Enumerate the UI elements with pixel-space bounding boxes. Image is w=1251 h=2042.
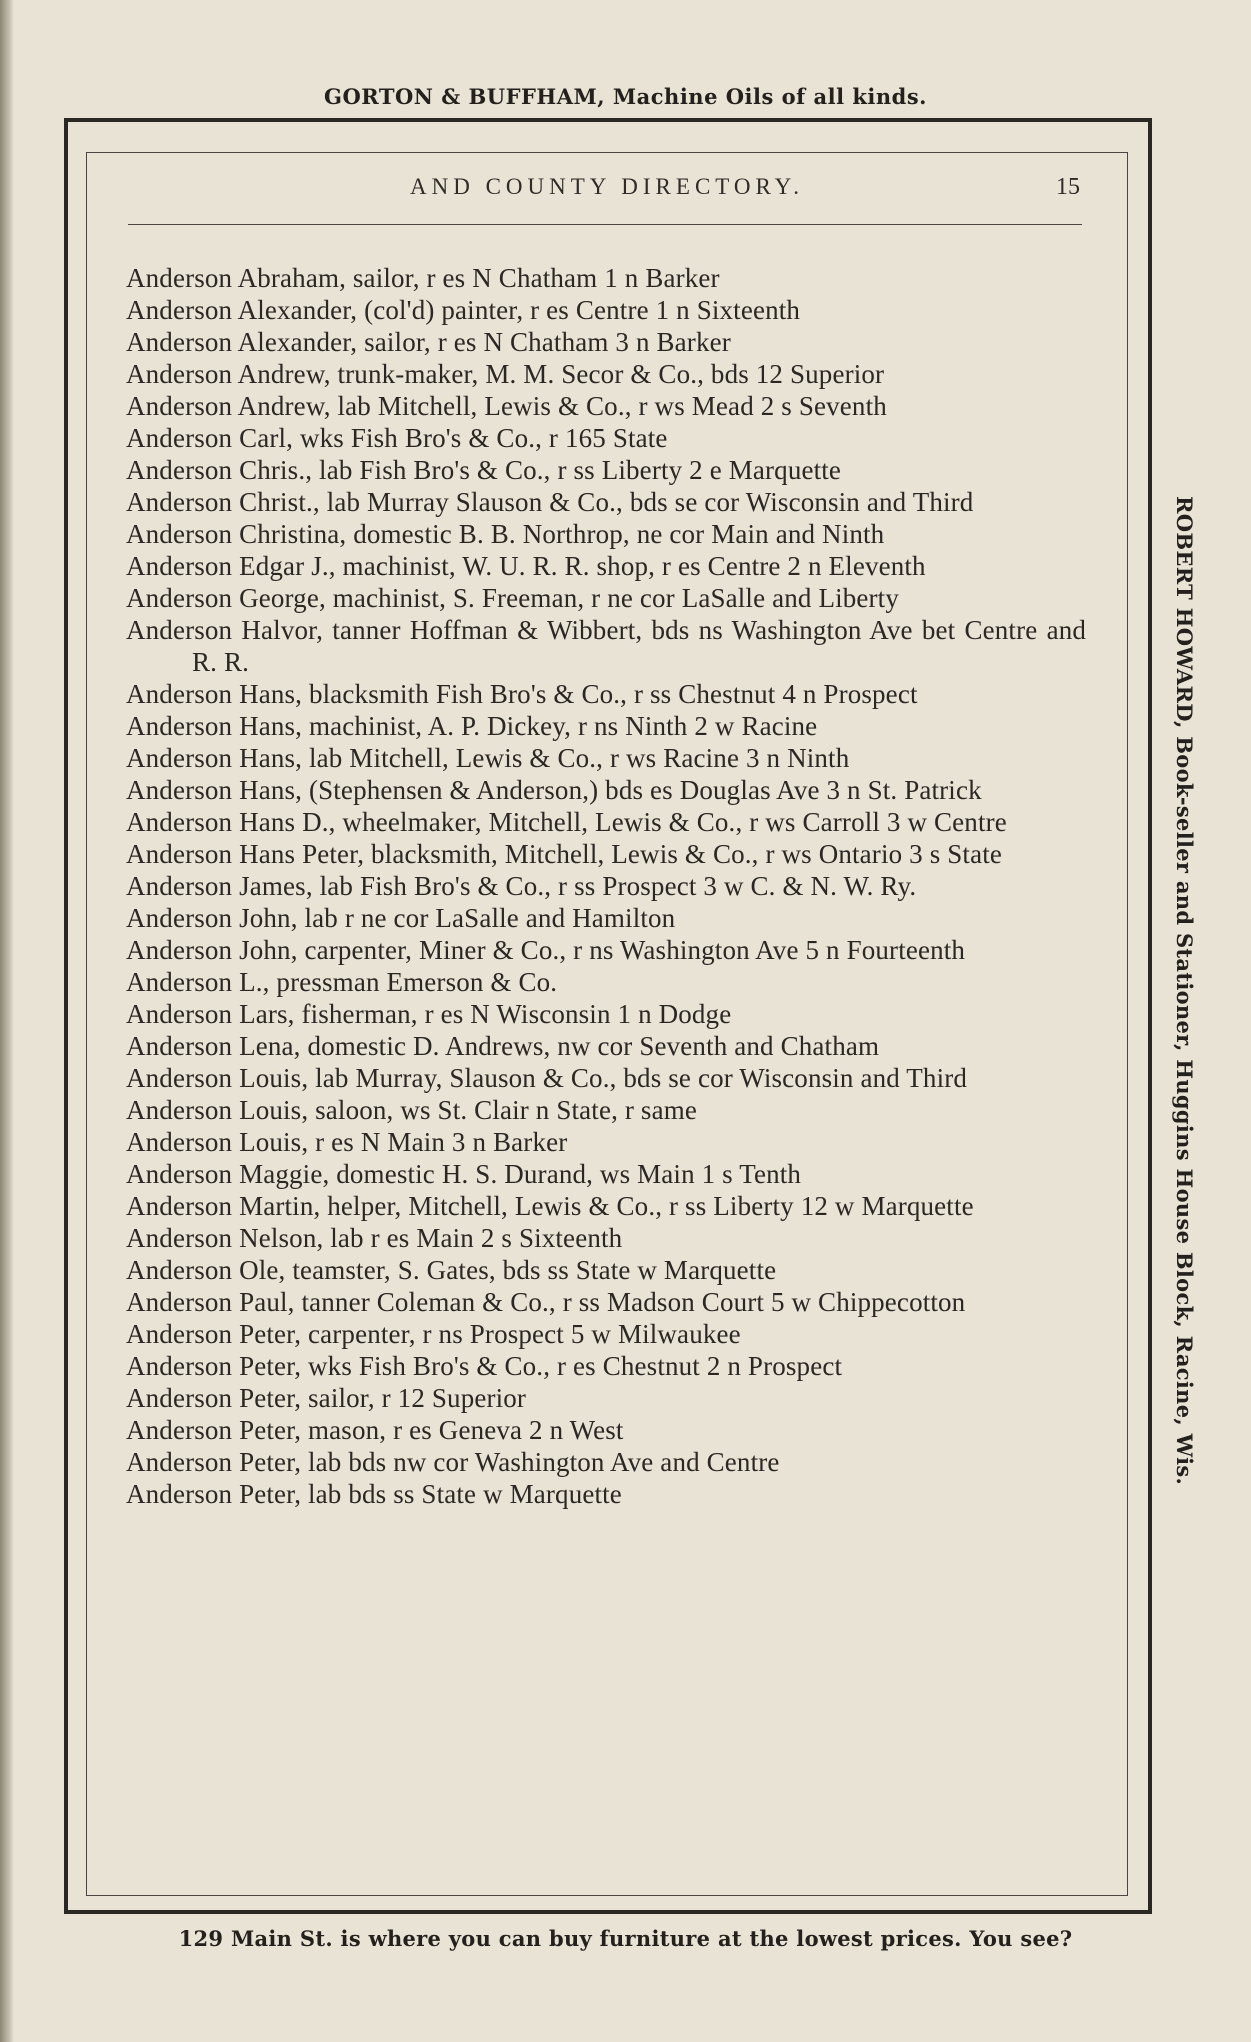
page-binding-shadow (0, 0, 14, 2042)
directory-entry: Anderson Peter, carpenter, r ns Prospect 5 w Milwaukee (126, 1319, 741, 1349)
directory-entry: Anderson Nelson, lab r es Main 2 s Sixteenth (126, 1223, 623, 1253)
directory-entry: Anderson George, machinist, S. Freeman, r ne cor LaSalle and Liberty (126, 583, 899, 613)
page-number: 15 (1056, 174, 1080, 200)
directory-entries (126, 262, 1086, 1510)
directory-entry: Anderson Peter, lab bds nw cor Washington Ave and Centre (126, 1447, 780, 1477)
header-rule (128, 224, 1082, 225)
directory-entry: Anderson Andrew, lab Mitchell, Lewis & Co., r ws Mead 2 s Seventh (126, 391, 887, 421)
directory-entry: Anderson Abraham, sailor, r es N Chatham 1 n Barker (126, 263, 720, 293)
directory-entry: Anderson Louis, r es N Main 3 n Barker (126, 1127, 568, 1157)
directory-entry: Anderson James, lab Fish Bro's & Co., r ss Prospect 3 w C. & N. W. Ry. (126, 871, 917, 901)
directory-entry: Anderson John, lab r ne cor LaSalle and Hamilton (126, 903, 676, 933)
directory-entry: Anderson Alexander, sailor, r es N Chatham 3 n Barker (126, 327, 731, 357)
directory-entry: Anderson L., pressman Emerson & Co. (126, 967, 558, 997)
directory-entry: Anderson Christ., lab Murray Slauson & Co., bds se cor Wisconsin and Third (126, 487, 974, 517)
directory-entry: Anderson Hans, lab Mitchell, Lewis & Co., r ws Racine 3 n Ninth (126, 743, 850, 773)
directory-entry: Anderson Hans D., wheelmaker, Mitchell, Lewis & Co., r ws Carroll 3 w Centre (126, 807, 1007, 837)
directory-entry: Anderson John, carpenter, Miner & Co., r ns Washington Ave 5 n Fourteenth (126, 935, 966, 965)
directory-entry: Anderson Alexander, (col'd) painter, r es Centre 1 n Sixteenth (126, 295, 801, 325)
bottom-advertisement: 129 Main St. is where you can buy furniture at the lowest prices. You see? (178, 1926, 1073, 1951)
directory-entry: Anderson Christina, domestic B. B. Northrop, ne cor Main and Ninth (126, 519, 885, 549)
directory-entry: Anderson Hans, (Stephensen & Anderson,) bds es Douglas Ave 3 n St. Patrick (126, 775, 982, 805)
directory-entry: Anderson Peter, wks Fish Bro's & Co., r es Chestnut 2 n Prospect (126, 1351, 843, 1381)
directory-entry: Anderson Louis, lab Murray, Slauson & Co., bds se cor Wisconsin and Third (126, 1063, 968, 1093)
directory-entry: Anderson Hans, machinist, A. P. Dickey, r ns Ninth 2 w Racine (126, 711, 818, 741)
directory-entry: Anderson Hans Peter, blacksmith, Mitchell, Lewis & Co., r ws Ontario 3 s State (126, 839, 1002, 869)
directory-entry: Anderson Lars, fisherman, r es N Wisconsin 1 n Dodge (126, 999, 732, 1029)
directory-entry: Anderson Louis, saloon, ws St. Clair n State, r same (126, 1095, 697, 1125)
directory-entry: Anderson Halvor, tanner Hoffman & Wibbert, bds ns Washington Ave bet Centre and R. R. (126, 615, 1086, 677)
directory-entry: Anderson Andrew, trunk-maker, M. M. Secor & Co., bds 12 Superior (126, 359, 885, 389)
directory-entry: Anderson Maggie, domestic H. S. Durand, ws Main 1 s Tenth (126, 1159, 802, 1189)
directory-entry: Anderson Hans, blacksmith Fish Bro's & Co., r ss Chestnut 4 n Prospect (126, 679, 918, 709)
directory-entry: Anderson Carl, wks Fish Bro's & Co., r 165 State (126, 423, 668, 453)
directory-entry: Anderson Peter, mason, r es Geneva 2 n West (126, 1415, 624, 1445)
directory-entry: Anderson Peter, lab bds ss State w Marquette (126, 1479, 622, 1509)
directory-entry: Anderson Paul, tanner Coleman & Co., r ss Madson Court 5 w Chippecotton (126, 1287, 966, 1317)
top-advertisement: GORTON & BUFFHAM, Machine Oils of all kinds. (324, 84, 927, 109)
directory-entry: Anderson Ole, teamster, S. Gates, bds ss State w Marquette (126, 1255, 777, 1285)
directory-entry: Anderson Chris., lab Fish Bro's & Co., r ss Liberty 2 e Marquette (126, 455, 842, 485)
directory-entry: Anderson Martin, helper, Mitchell, Lewis & Co., r ss Liberty 12 w Marquette (126, 1191, 974, 1221)
running-head: AND COUNTY DIRECTORY. (409, 174, 805, 199)
directory-entry: Anderson Edgar J., machinist, W. U. R. R. shop, r es Centre 2 n Eleventh (126, 551, 926, 581)
directory-entry: Anderson Lena, domestic D. Andrews, nw cor Seventh and Chatham (126, 1031, 880, 1061)
side-advertisement: ROBERT HOWARD, Book-seller and Stationer, Huggins House Block, Racine, Wis. (1172, 496, 1197, 1486)
directory-entry: Anderson Peter, sailor, r 12 Superior (126, 1383, 527, 1413)
